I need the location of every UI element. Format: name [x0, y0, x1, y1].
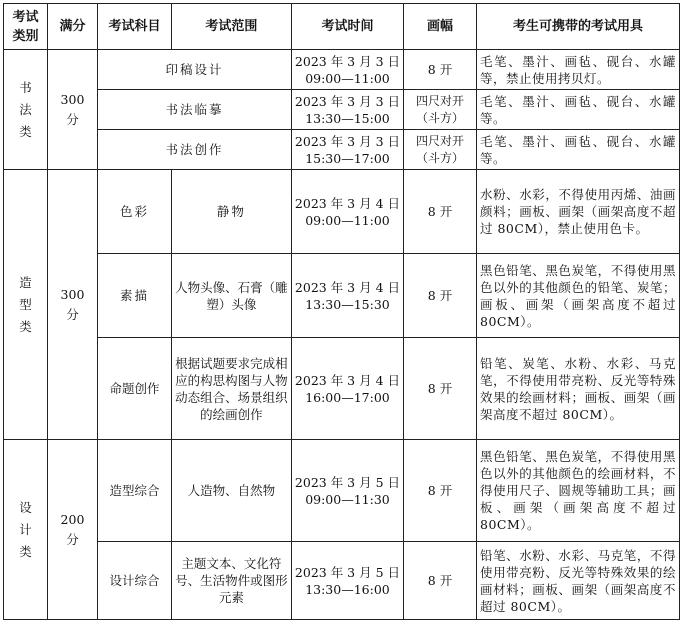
header-scope: 考试范围 — [171, 4, 291, 50]
scope-cell: 人物头像、石膏（雕塑）头像 — [171, 254, 291, 338]
subject-cell: 造型综合 — [97, 440, 171, 542]
subject-cell: 书法临摹 — [97, 90, 291, 130]
score-cell: 300 分 — [47, 50, 97, 170]
scope-cell: 根据试题要求完成相应的构思构图与人物动态组合、场景组织的绘画创作 — [171, 338, 291, 440]
header-full-score: 满分 — [47, 4, 97, 50]
tools-cell: 毛笔、墨汁、画毡、砚台、水罐等，禁止使用拷贝灯。 — [477, 50, 680, 90]
tools-cell: 铅笔、炭笔、水粉、水彩、马克笔，不得使用带亮粉、反光等特殊效果的绘画材料；画板、画架（画架高度不超过 80CM）。 — [477, 338, 680, 440]
table-row — [4, 50, 680, 90]
table-row — [4, 130, 680, 170]
time-cell: 2023 年 3 月 4 日 13:30—15:30 — [291, 254, 403, 338]
subject-cell: 书法创作 — [97, 130, 291, 170]
category-cell: 设计类 — [4, 440, 48, 620]
time-cell: 2023 年 3 月 3 日 15:30—17:00 — [291, 130, 403, 170]
time-cell: 2023 年 3 月 3 日 09:00—11:00 — [291, 50, 403, 90]
category-cell: 书法类 — [4, 50, 48, 170]
tools-cell: 黑色铅笔、黑色炭笔，不得使用黑色以外的其他颜色的绘画材料，不得使用尺子、圆规等辅助工具；画板、画架（画架高度不超过 80CM）。 — [477, 440, 680, 542]
header-tools: 考生可携带的考试用具 — [477, 4, 680, 50]
tools-cell: 黑色铅笔、黑色炭笔，不得使用黑色以外的其他颜色的铅笔、炭笔；画板、画架（画架高度不超过 80CM）。 — [477, 254, 680, 338]
table-row — [4, 542, 680, 620]
subject-cell: 设计综合 — [97, 542, 171, 620]
header-paper-size: 画幅 — [404, 4, 477, 50]
paper-cell: 8 开 — [404, 542, 477, 620]
subject-cell: 色彩 — [97, 170, 171, 254]
time-cell: 2023 年 3 月 3 日 13:30—15:00 — [291, 90, 403, 130]
table-row — [4, 338, 680, 440]
tools-cell: 毛笔、墨汁、画毡、砚台、水罐等。 — [477, 90, 680, 130]
paper-cell: 8 开 — [404, 440, 477, 542]
paper-cell: 8 开 — [404, 170, 477, 254]
tools-cell: 水粉、水彩，不得使用丙烯、油画颜料；画板、画架（画架高度不超过 80CM），禁止使用色卡。 — [477, 170, 680, 254]
header-category: 考试 类别 — [4, 4, 48, 50]
paper-cell: 8 开 — [404, 50, 477, 90]
tools-cell: 毛笔、墨汁、画毡、砚台、水罐等。 — [477, 130, 680, 170]
time-cell: 2023 年 3 月 5 日 13:30—16:00 — [291, 542, 403, 620]
subject-cell: 素描 — [97, 254, 171, 338]
scope-cell: 人造物、自然物 — [171, 440, 291, 542]
score-cell: 200 分 — [47, 440, 97, 620]
paper-cell: 8 开 — [404, 254, 477, 338]
time-cell: 2023 年 3 月 4 日 16:00—17:00 — [291, 338, 403, 440]
table-row — [4, 254, 680, 338]
header-subject: 考试科目 — [97, 4, 171, 50]
table-row — [4, 90, 680, 130]
scope-cell: 主题文本、文化符号、生活物件或图形元素 — [171, 542, 291, 620]
category-cell: 造型类 — [4, 170, 48, 440]
table-row — [4, 170, 680, 254]
exam-schedule — [3, 3, 680, 620]
header-time: 考试时间 — [291, 4, 403, 50]
paper-cell: 8 开 — [404, 338, 477, 440]
exam-table — [3, 3, 680, 620]
time-cell: 2023 年 3 月 5 日 09:00—11:30 — [291, 440, 403, 542]
tools-cell: 铅笔、水粉、水彩、马克笔，不得使用带亮粉、反光等特殊效果的绘画材料；画板、画架（画架高度不超过 80CM）。 — [477, 542, 680, 620]
paper-cell: 四尺对开 （斗方） — [404, 90, 477, 130]
header-row — [4, 4, 680, 50]
score-cell: 300 分 — [47, 170, 97, 440]
scope-cell: 静物 — [171, 170, 291, 254]
time-cell: 2023 年 3 月 4 日 09:00—11:00 — [291, 170, 403, 254]
subject-cell: 印稿设计 — [97, 50, 291, 90]
subject-cell: 命题创作 — [97, 338, 171, 440]
table-row — [4, 440, 680, 542]
paper-cell: 四尺对开 （斗方） — [404, 130, 477, 170]
